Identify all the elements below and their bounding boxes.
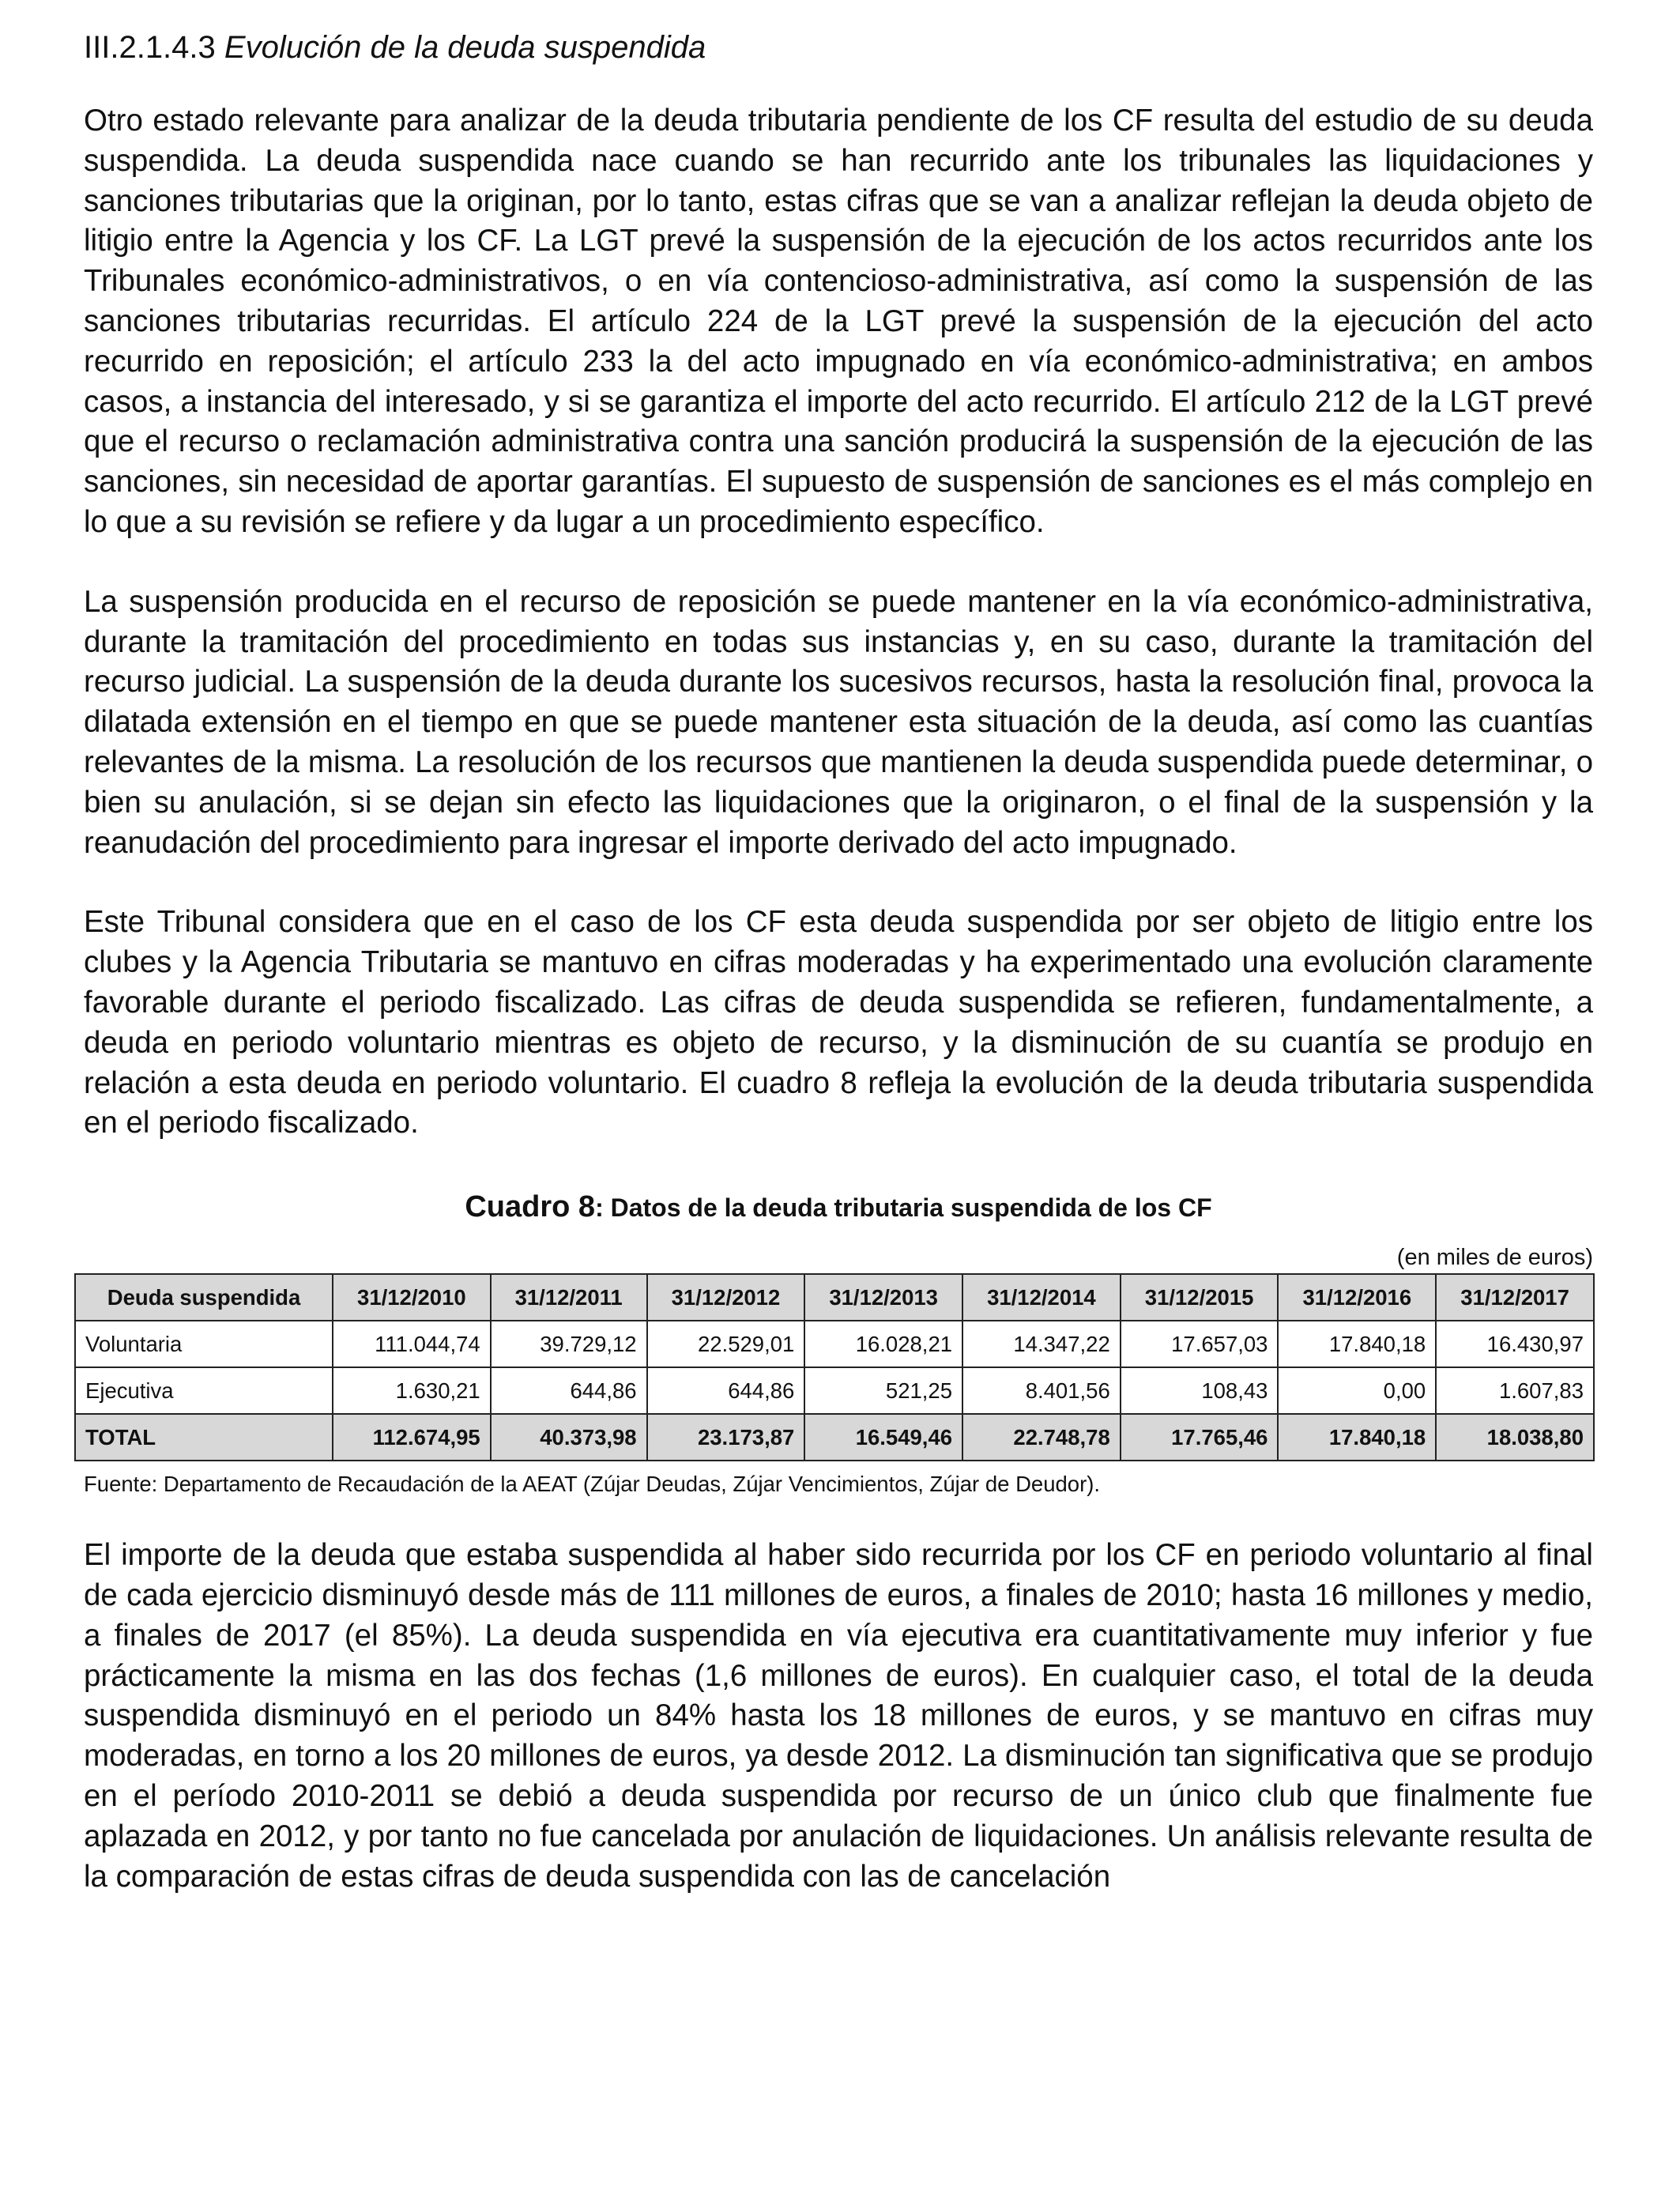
table-cell: 17.840,18 bbox=[1278, 1414, 1436, 1461]
table-cell: 112.674,95 bbox=[333, 1414, 491, 1461]
table-cell: 644,86 bbox=[491, 1367, 647, 1414]
table-cell: 8.401,56 bbox=[962, 1367, 1121, 1414]
table-cell: 39.729,12 bbox=[491, 1321, 647, 1367]
table-cell: 644,86 bbox=[647, 1367, 805, 1414]
table-header-cell: 31/12/2017 bbox=[1436, 1274, 1594, 1321]
table-cell: 23.173,87 bbox=[647, 1414, 805, 1461]
paragraph-2: La suspensión producida en el recurso de reposición se puede mantener en la vía económico-administrativa, durante la tramitación del procedimiento en todas sus instancias y, en su caso, durante la tramitación del recurso judicial. La suspensión de la deuda durante los sucesivos recursos, hasta la resolución final, provoca la dilatada extensión en el tiempo en que se puede mantener esta situación de la deuda, así como las cuantías relevantes de la misma. La resolución de los recursos que mantienen la deuda suspendida puede determinar, o bien su anulación, si se dejan sin efecto las liquidaciones que la originaron, o el final de la suspensión y la reanudación del procedimiento para ingresar el importe derivado del acto impugnado. bbox=[84, 584, 1593, 860]
table-header-cell: 31/12/2012 bbox=[647, 1274, 805, 1321]
row-label: Voluntaria bbox=[75, 1321, 333, 1367]
table-cell: 111.044,74 bbox=[333, 1321, 491, 1367]
table-cell: 521,25 bbox=[804, 1367, 962, 1414]
table-caption bbox=[84, 1183, 1593, 1237]
table-header-cell: 31/12/2010 bbox=[333, 1274, 491, 1321]
table-total-row bbox=[75, 1414, 1594, 1461]
table-cell: 16.549,46 bbox=[804, 1414, 962, 1461]
table-header-cell: Deuda suspendida bbox=[75, 1274, 333, 1321]
table-units: (en miles de euros) bbox=[1396, 1245, 1593, 1271]
table-cell: 1.630,21 bbox=[333, 1367, 491, 1414]
section-number: III.2.1.4.3 bbox=[84, 30, 216, 65]
suspended-debt-table bbox=[74, 1273, 1595, 1461]
section-title: Evolución de la deuda suspendida bbox=[224, 30, 706, 65]
table-cell: 16.430,97 bbox=[1436, 1321, 1594, 1367]
table-cell: 14.347,22 bbox=[962, 1321, 1121, 1367]
table-header-cell: 31/12/2015 bbox=[1121, 1274, 1279, 1321]
table-header-cell: 31/12/2014 bbox=[962, 1274, 1121, 1321]
table-header-cell: 31/12/2011 bbox=[491, 1274, 647, 1321]
table-cell: 17.765,46 bbox=[1121, 1414, 1279, 1461]
row-label: TOTAL bbox=[75, 1414, 333, 1461]
table-header-cell: 31/12/2016 bbox=[1278, 1274, 1436, 1321]
section-heading bbox=[84, 24, 1593, 71]
table-row bbox=[75, 1321, 1594, 1367]
table-cell: 108,43 bbox=[1121, 1367, 1279, 1414]
paragraph-4: El importe de la deuda que estaba suspendida al haber sido recurrida por los CF en periodo voluntario al final de cada ejercicio disminuyó desde más de 111 millones de euros, a finales de 2010; hasta 16 millones y medio, a finales de 2017 (el 85%). La deuda suspendida en vía ejecutiva era cuantitativamente muy inferior y fue prácticamente la misma en las dos fechas (1,6 millones de euros). En cualquier caso, el total de la deuda suspendida disminuyó en el periodo un 84% hasta los 18 millones de euros, y se mantuvo en cifras muy moderadas, en torno a los 20 millones de euros, ya desde 2012. La disminución tan significativa que se produjo en el período 2010-2011 se debió a deuda suspendida por recurso de un único club que finalmente fue aplazada en 2012, y por tanto no fue cancelada por anulación de liquidaciones. Un análisis relevante resulta de la comparación de estas cifras de deuda suspendida con las de cancelación bbox=[84, 1538, 1593, 1894]
table-cell: 1.607,83 bbox=[1436, 1367, 1594, 1414]
table-cell: 22.529,01 bbox=[647, 1321, 805, 1367]
paragraph-3: Este Tribunal considera que en el caso de los CF esta deuda suspendida por ser objeto de litigio entre los clubes y la Agencia Tributaria se mantuvo en cifras moderadas y ha experimentado una evolución claramente favorable durante el periodo fiscalizado. Las cifras de deuda suspendida se refieren, fundamentalmente, a deuda en periodo voluntario mientras es objeto de recurso, y la disminución de su cuantía se produjo en relación a esta deuda en periodo voluntario. El cuadro 8 refleja la evolución de la deuda tributaria suspendida en el periodo fiscalizado. bbox=[84, 905, 1593, 1140]
table-caption-prefix: Cuadro 8 bbox=[465, 1190, 596, 1224]
table-caption-text: : Datos de la deuda tributaria suspendida de los CF bbox=[595, 1193, 1212, 1223]
table-cell: 18.038,80 bbox=[1436, 1414, 1594, 1461]
table-source: Fuente: Departamento de Recaudación de la AEAT (Zújar Deudas, Zújar Vencimientos, Zújar de Deudor). bbox=[84, 1472, 1101, 1497]
document-page bbox=[84, 24, 1593, 1936]
paragraph-1: Otro estado relevante para analizar de la deuda tributaria pendiente de los CF resulta del estudio de su deuda suspendida. La deuda suspendida nace cuando se han recurrido ante los tribunales las liquidaciones y sanciones tributarias que la originan, por lo tanto, estas cifras que se van a analizar reflejan la deuda objeto de litigio entre la Agencia y los CF. La LGT prevé la suspensión de la ejecución de los actos recurridos ante los Tribunales económico-administrativos, o en vía contencioso-administrativa, así como la suspensión de las sanciones tributarias recurridas. El artículo 224 de la LGT prevé la suspensión de la ejecución del acto recurrido en reposición; el artículo 233 la del acto impugnado en vía económico-administrativa; en ambos casos, a instancia del interesado, y si se garantiza el importe del acto recurrido. El artículo 212 de la LGT prevé que el recurso o reclamación administrativa contra una sanción producirá la suspensión de la ejecución de las sanciones, sin necesidad de aportar garantías. El supuesto de suspensión de sanciones es el más complejo en lo que a su revisión se refiere y da lugar a un procedimiento específico. bbox=[84, 104, 1593, 539]
table-cell: 40.373,98 bbox=[491, 1414, 647, 1461]
table-cell: 0,00 bbox=[1278, 1367, 1436, 1414]
table-cell: 22.748,78 bbox=[962, 1414, 1121, 1461]
table-header-row bbox=[75, 1274, 1594, 1321]
table-row bbox=[75, 1367, 1594, 1414]
table-cell: 17.657,03 bbox=[1121, 1321, 1279, 1367]
table-cell: 16.028,21 bbox=[804, 1321, 962, 1367]
table-cell: 17.840,18 bbox=[1278, 1321, 1436, 1367]
table-header-cell: 31/12/2013 bbox=[804, 1274, 962, 1321]
row-label: Ejecutiva bbox=[75, 1367, 333, 1414]
